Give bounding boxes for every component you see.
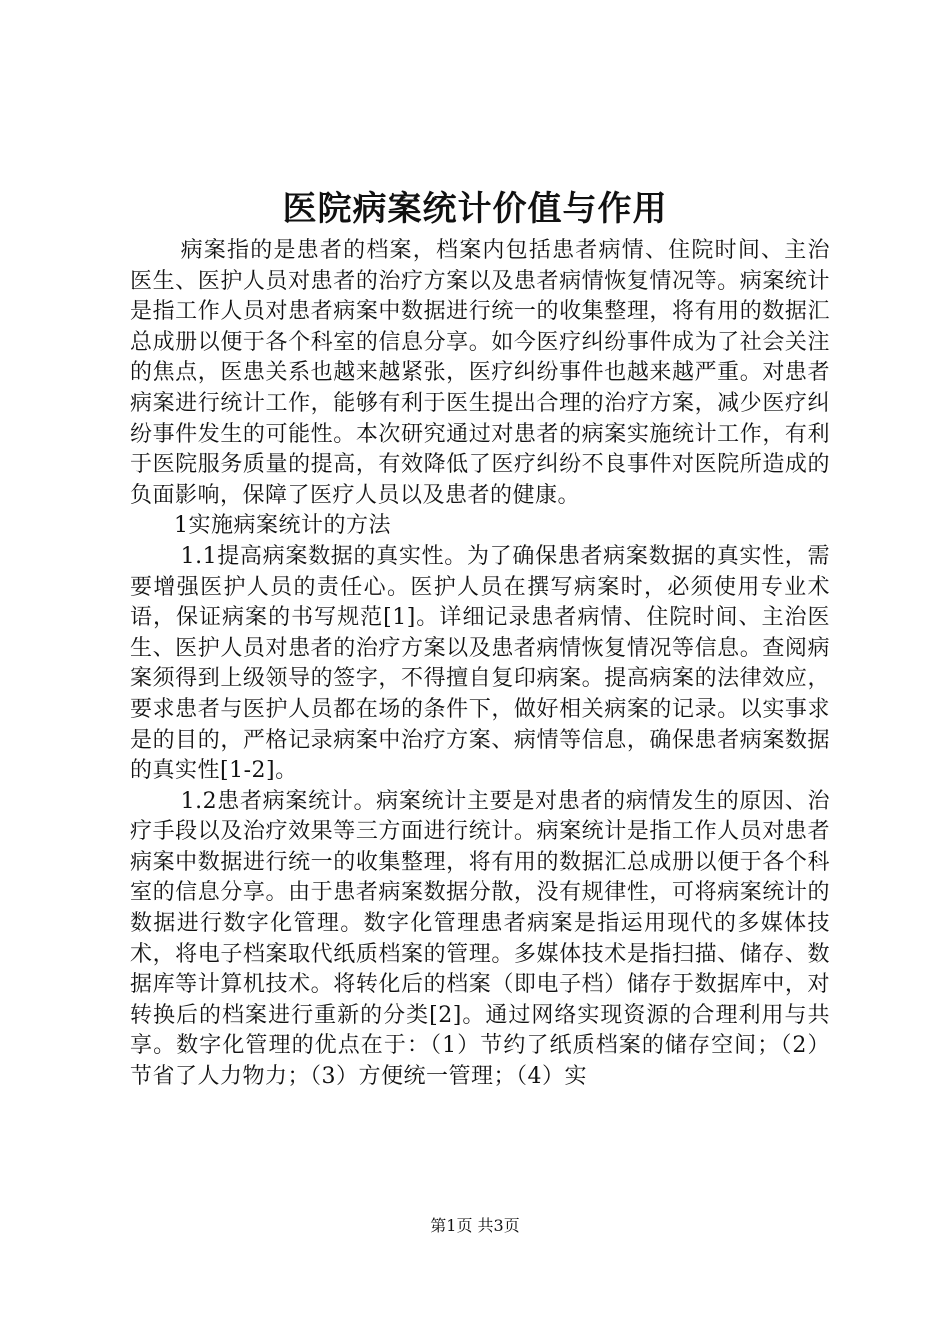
document-body bbox=[130, 236, 830, 1093]
document-title: 医院病案统计价值与作用 bbox=[282, 189, 668, 229]
section-paragraph-1-2: 1.2患者病案统计。病案统计主要是对患者的病情发生的原因、治疗手段以及治疗效果等三方面进行统计。病案统计是指工作人员对患者病案中数据进行统一的收集整理，将有用的数据汇总成册以便于各个科室的信息分享。由于患者病案数据分散，没有规律性，可将病案统计的数据进行数字化管理。数字化管理患者病案是指运用现代的多媒体技术，将电子档案取代纸质档案的管理。多媒体技术是指扫描、储存、数据库等计算机技术。将转化后的档案（即电子档）储存于数据库中，对转换后的档案进行重新的分类[2]。通过网络实现资源的合理利用与共享。数字化管理的优点在于：（1）节约了纸质档案的储存空间；（2）节省了人力物力；（3）方便统一管理；（4）实 bbox=[130, 788, 830, 1090]
section-heading: 1实施病案统计的方法 bbox=[174, 513, 391, 539]
page-footer: 第1页 共3页 bbox=[430, 1216, 520, 1235]
section-paragraph-1-1: 1.1提高病案数据的真实性。为了确保患者病案数据的真实性，需要增强医护人员的责任心。医护人员在撰写病案时，必须使用专业术语，保证病案的书写规范[1]。详细记录患者病情、住院时间、主治医生、医护人员对患者的治疗方案以及患者病情恢复情况等信息。查阅病案须得到上级领导的签字，不得擅自复印病案。提高病案的法律效应，要求患者与医护人员都在场的条件下，做好相关病案的记录。以实事求是的目的，严格记录病案中治疗方案、病情等信息，确保患者病案数据的真实性[1-2]。 bbox=[130, 543, 830, 784]
intro-paragraph: 病案指的是患者的档案，档案内包括患者病情、住院时间、主治医生、医护人员对患者的治疗方案以及患者病情恢复情况等。病案统计是指工作人员对患者病案中数据进行统一的收集整理，将有用的数据汇总成册以便于各个科室的信息分享。如今医疗纠纷事件成为了社会关注的焦点，医患关系也越来越紧张，医疗纠纷事件也越来越严重。对患者病案进行统计工作，能够有利于医生提出合理的治疗方案，减少医疗纠纷事件发生的可能性。本次研究通过对患者的病案实施统计工作，有利于医院服务质量的提高，有效降低了医疗纠纷不良事件对医院所造成的负面影响，保障了医疗人员以及患者的健康。 bbox=[130, 238, 830, 508]
